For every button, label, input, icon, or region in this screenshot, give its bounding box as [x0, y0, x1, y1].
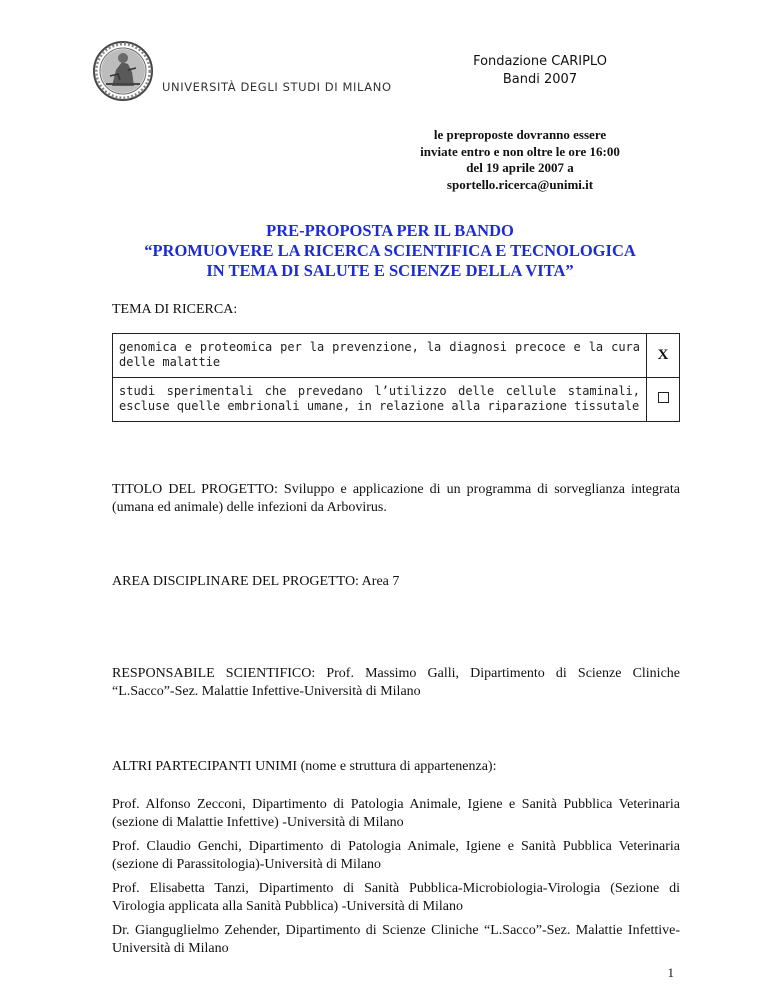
table-row	[113, 378, 680, 422]
page-number: 1	[667, 965, 674, 980]
university-seal-logo	[92, 40, 154, 102]
notice-line-1: le preproposte dovranno essere	[433, 127, 607, 142]
title-line-1: PRE-PROPOSTA PER IL BANDO	[266, 221, 514, 240]
call-year: Bandi 2007	[502, 72, 578, 87]
empty-checkbox-icon	[658, 392, 669, 403]
disciplinary-area: AREA DISCIPLINARE DEL PROGETTO: Area 7	[112, 574, 400, 589]
university-name: UNIVERSITÀ DEGLI STUDI DI MILANO	[162, 80, 392, 94]
table-row	[113, 334, 680, 378]
foundation-name: Fondazione CARIPLO	[473, 54, 607, 69]
theme-checkbox	[647, 378, 680, 422]
foundation-header	[440, 53, 640, 89]
theme-checked-mark: X	[647, 334, 680, 378]
title-line-2: “PROMUOVERE LA RICERCA SCIENTIFICA E TECNOLOGICA	[144, 241, 636, 260]
submission-notice	[400, 127, 640, 193]
scientific-lead: RESPONSABILE SCIENTIFICO: Prof. Massimo Galli, Dipartimento di Scienze Cliniche “L.Sacco”-Sez. Malattie Infettive-Università di Milano	[112, 666, 680, 699]
participant-3: Prof. Elisabetta Tanzi, Dipartimento di Sanità Pubblica-Microbiologia-Virologia (Sezione di Virologia applicata alla Sanità Pubblica) -Università di Milano	[112, 881, 680, 914]
notice-email: sportello.ricerca@unimi.it	[446, 176, 594, 192]
research-theme-table	[112, 333, 680, 422]
project-title: TITOLO DEL PROGETTO: Sviluppo e applicazione di un programma di sorveglianza integrata (umana ed animale) delle infezioni da Arbovirus.	[112, 482, 680, 515]
theme-option-text: genomica e proteomica per la prevenzione, la diagnosi precoce e la cura delle malattie	[113, 334, 647, 378]
tema-label: TEMA DI RICERCA:	[112, 302, 238, 317]
document-title	[100, 221, 680, 281]
other-participants-label: ALTRI PARTECIPANTI UNIMI (nome e struttura di appartenenza):	[112, 759, 497, 774]
participant-2: Prof. Claudio Genchi, Dipartimento di Patologia Animale, Igiene e Sanità Pubblica Veterinaria (sezione di Parassitologia)-Università di Milano	[112, 839, 680, 872]
participant-4: Dr. Gianguglielmo Zehender, Dipartimento di Scienze Cliniche “L.Sacco”-Sez. Malattie Infettive-Università di Milano	[112, 923, 680, 956]
theme-option-text: studi sperimentali che prevedano l’utilizzo delle cellule staminali, escluse quelle embrionali umane, in relazione alla riparazione tissutale	[113, 378, 647, 422]
title-line-3: IN TEMA DI SALUTE E SCIENZE DELLA VITA”	[206, 261, 574, 280]
notice-line-3: del 19 aprile 2007 a	[466, 160, 574, 175]
notice-line-2: inviate entro e non oltre le ore 16:00	[420, 143, 620, 159]
participant-1: Prof. Alfonso Zecconi, Dipartimento di Patologia Animale, Igiene e Sanità Pubblica Veterinaria (sezione di Malattie Infettive) -Università di Milano	[112, 797, 680, 830]
